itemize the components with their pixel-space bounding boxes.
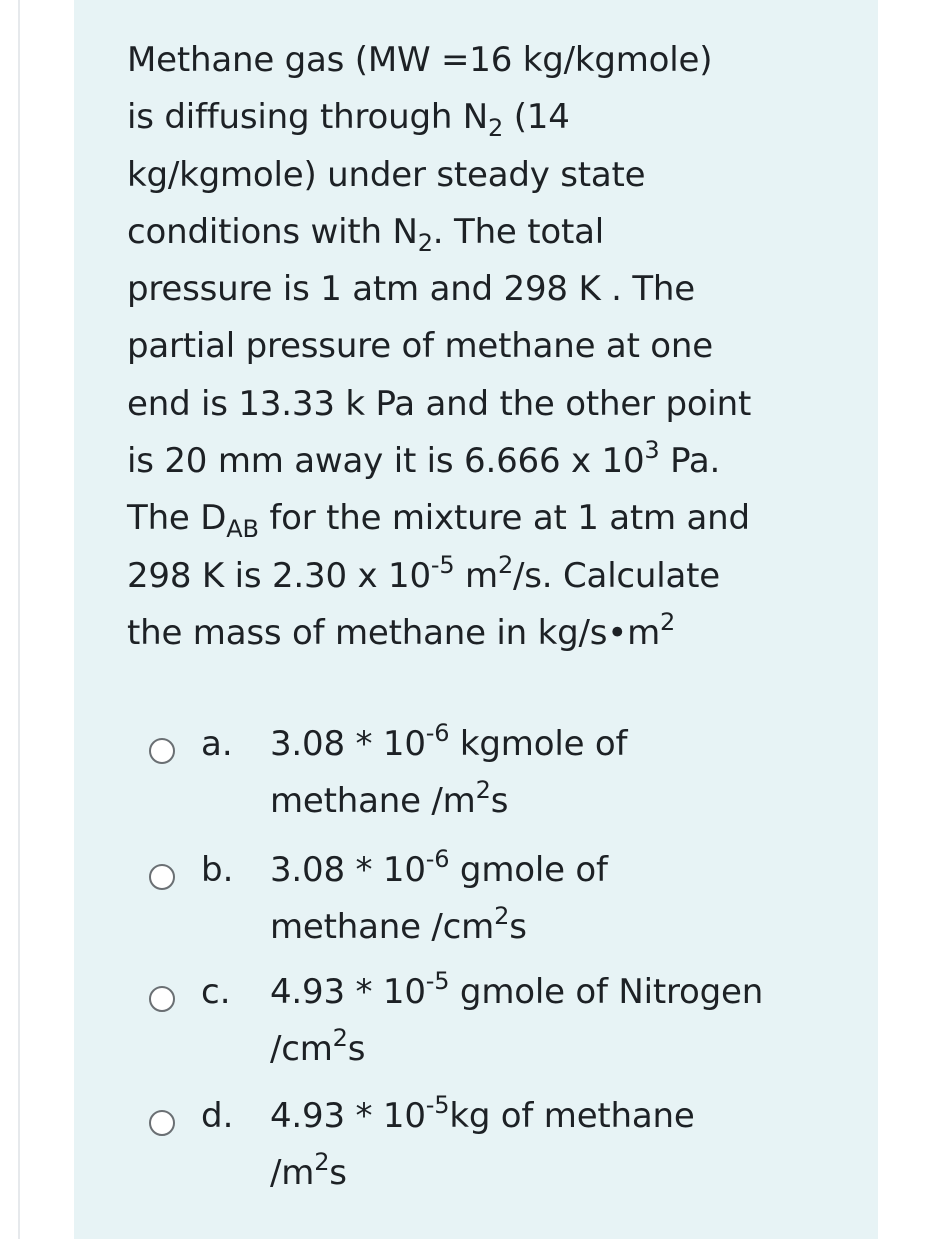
option-d[interactable] [145,1088,855,1208]
radio-button-icon[interactable] [149,986,175,1012]
option-line: $/m^2s$ [270,1148,347,1193]
question-line: partial pressure of methane at one [127,326,713,367]
option-line: $4.93 * 10^{-5}$ gmole of Nitrogen [270,967,764,1012]
question-line: conditions with $N_2$. The total [127,211,604,257]
option-line: $3.08 * 10^{-6}$ gmole of [270,845,608,890]
option-letter: d. [201,1096,234,1136]
radio-button-icon[interactable] [149,864,175,890]
question-line: is diffusing through $N_2$ (14 [127,97,570,143]
question-line: end is 13.33 k Pa and the other point [127,383,752,424]
option-text [270,842,830,956]
option-b[interactable] [145,842,855,962]
option-line: methane $/m^2s$ [270,776,509,821]
question-line: the mass of methane in $kg/s•m^2$ [127,607,676,653]
radio-button-icon[interactable] [149,738,175,764]
question-line: kg/kgmole) under steady state [127,154,646,195]
radio-button-icon[interactable] [149,1110,175,1136]
option-letter: c. [201,972,231,1012]
question-text [127,32,847,662]
option-letter: a. [201,724,233,764]
option-line: $/cm^2s$ [270,1024,366,1069]
question-line: pressure is 1 atm and 298 K . The [127,269,695,310]
option-line: $4.93 * 10^{-5}kg$ of methane [270,1091,695,1136]
option-c[interactable] [145,964,855,1084]
question-line: The $D_{AB}$ for the mixture at 1 atm and [127,498,750,544]
left-divider [18,0,20,1239]
option-letter: b. [201,850,234,890]
question-line: 298 K is 2.30 x $10^{-5}$ $m^2/s$. Calculate [127,550,721,596]
option-text [270,716,830,830]
question-line: is 20 mm away it is 6.666 x $10^3$ Pa. [127,436,721,482]
option-line: $3.08 * 10^{-6}$ kgmole of [270,719,628,764]
question-line: Methane gas (MW =16 kg/kgmole) [127,40,713,80]
option-text [270,1088,830,1202]
option-text [270,964,830,1078]
option-line: methane $/cm^2s$ [270,902,527,947]
option-a[interactable] [145,716,855,836]
